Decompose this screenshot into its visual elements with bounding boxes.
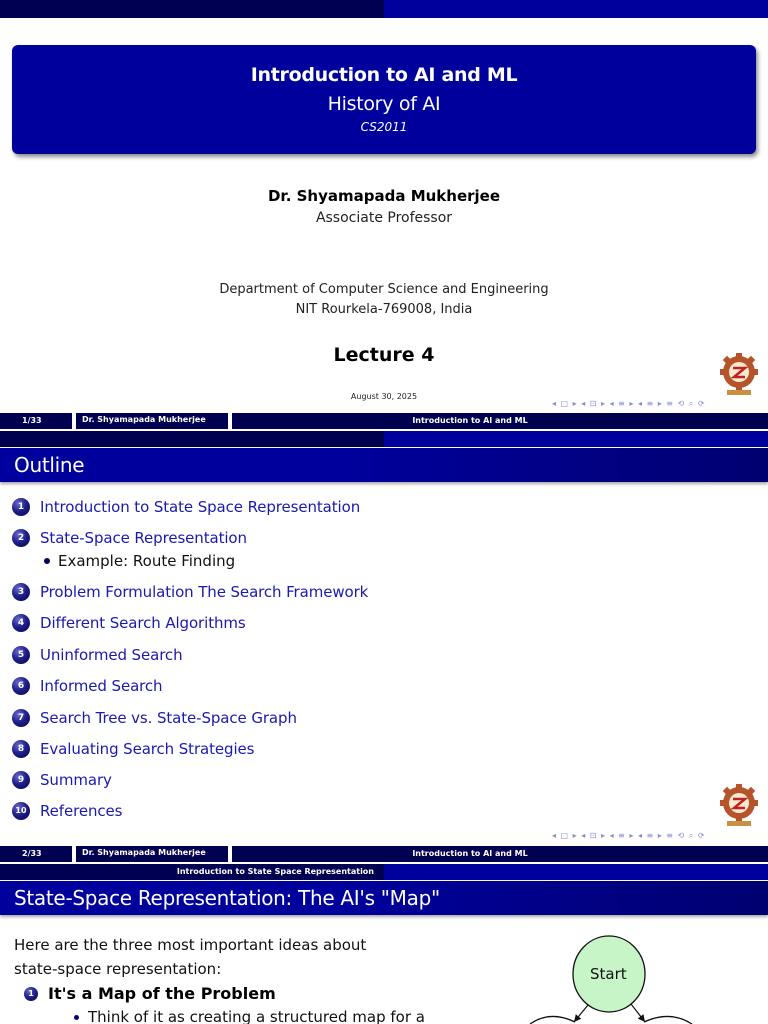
outline-item-10[interactable]	[12, 802, 122, 820]
course-code: CS2011	[360, 120, 408, 134]
outline-item-label[interactable]: Different Search Algorithms	[40, 614, 246, 632]
outline-item-label[interactable]: State-Space Representation	[40, 529, 247, 547]
number-ball-icon: 5	[12, 646, 30, 664]
enum-item-1	[24, 984, 276, 1003]
section-bar	[0, 431, 768, 447]
number-ball-icon: 6	[12, 677, 30, 695]
bullet-icon	[74, 1015, 79, 1020]
section-bar-right	[384, 431, 768, 447]
outline-item-5[interactable]	[12, 646, 183, 664]
bullet-item-1	[74, 1008, 425, 1024]
number-ball-icon: 3	[12, 583, 30, 601]
outline-item-label[interactable]: References	[40, 802, 123, 820]
number-ball-icon: 10	[12, 802, 30, 820]
section-bar-right	[384, 864, 768, 880]
footer-bar	[0, 413, 768, 429]
institute: NIT Rourkela-769008, India	[295, 302, 473, 317]
beamer-navigation-controls[interactable]: ◂ □ ▸ ◂ ⊡ ▸ ◂ ≡ ▸ ◂ ≡ ▸ ≡ ⟲ ⌕ ⟳	[552, 831, 706, 840]
number-ball-icon: 9	[12, 771, 30, 789]
frame-title-outline: Outline	[0, 448, 768, 482]
footer-author: Dr. Shyamapada Mukherjee	[72, 846, 232, 862]
outline-subitem-label[interactable]: Example: Route Finding	[58, 552, 236, 570]
beamer-navigation-controls[interactable]: ◂ □ ▸ ◂ ⊡ ▸ ◂ ≡ ▸ ◂ ≡ ▸ ≡ ⟲ ⌕ ⟳	[552, 399, 706, 408]
footer-bar	[0, 846, 768, 862]
footer-course: Introduction to AI and ML	[232, 413, 768, 429]
headline-right	[384, 0, 768, 18]
section-name[interactable]: Introduction to State Space Representation	[0, 864, 384, 880]
number-ball-icon: 1	[12, 498, 30, 516]
number-ball-icon: 8	[12, 740, 30, 758]
outline-item-9[interactable]	[12, 771, 112, 789]
presentation-date: August 30, 2025	[350, 392, 418, 401]
bullet-item-label: Think of it as creating a structured map for a	[88, 1008, 425, 1024]
footer-course: Introduction to AI and ML	[232, 846, 768, 862]
outline-item-label[interactable]: Summary	[40, 771, 112, 789]
page-number: 1/33	[0, 413, 72, 429]
number-ball-icon: 4	[12, 614, 30, 632]
number-ball-icon: 7	[12, 709, 30, 727]
headline-bar	[0, 0, 768, 18]
start-node-label: Start	[590, 965, 627, 983]
presentation-subtitle: History of AI	[327, 93, 441, 115]
section-bar	[0, 864, 768, 880]
outline-item-7[interactable]	[12, 709, 297, 727]
outline-subitem[interactable]	[44, 552, 235, 570]
institute-logo-icon	[715, 781, 763, 829]
page-number: 2/33	[0, 846, 72, 862]
intro-text-line-2: state-space representation:	[14, 960, 222, 978]
enum-item-label: It's a Map of the Problem	[48, 984, 276, 1003]
author-role: Associate Professor	[315, 210, 453, 226]
intro-text-line-1: Here are the three most important ideas about	[14, 936, 367, 954]
outline-item-8[interactable]	[12, 740, 254, 758]
title-block	[12, 45, 756, 154]
outline-item-label[interactable]: Evaluating Search Strategies	[40, 740, 255, 758]
author-name: Dr. Shyamapada Mukherjee	[267, 187, 501, 205]
outline-item-label[interactable]: Search Tree vs. State-Space Graph	[40, 709, 297, 727]
lecture-number: Lecture 4	[333, 344, 435, 366]
outline-item-label[interactable]: Uninformed Search	[40, 646, 183, 664]
footer-author: Dr. Shyamapada Mukherjee	[72, 413, 232, 429]
number-ball-icon: 2	[12, 529, 30, 547]
outline-item-1[interactable]	[12, 498, 360, 516]
frame-title: State-Space Representation: The AI's "Map"	[0, 881, 768, 915]
bullet-icon	[44, 558, 50, 564]
outline-item-4[interactable]	[12, 614, 246, 632]
department: Department of Computer Science and Engineering	[219, 282, 549, 297]
number-ball-icon: 1	[24, 987, 38, 1001]
outline-item-2[interactable]	[12, 529, 247, 547]
section-bar-left	[0, 431, 384, 447]
outline-item-3[interactable]	[12, 583, 368, 601]
headline-left	[0, 0, 384, 18]
outline-item-6[interactable]	[12, 677, 162, 695]
presentation-title: Introduction to AI and ML	[250, 64, 518, 86]
outline-item-label[interactable]: Informed Search	[40, 677, 163, 695]
institute-logo-icon	[715, 350, 763, 398]
outline-item-label[interactable]: Introduction to State Space Representation	[40, 498, 361, 516]
outline-item-label[interactable]: Problem Formulation The Search Framework	[40, 583, 369, 601]
